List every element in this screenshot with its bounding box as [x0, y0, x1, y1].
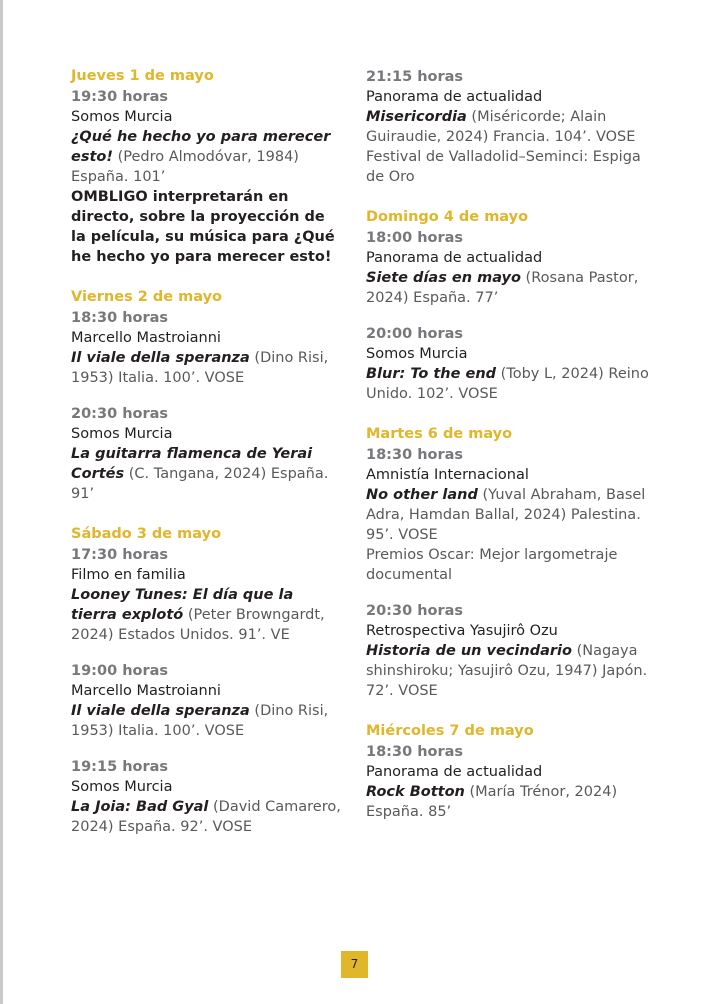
event-entry	[366, 324, 656, 404]
film-details: (Yuval Abraham, Basel Adra, Hamdan Ballal, 2024) Palestina. 95’. VOSE	[366, 487, 646, 543]
event-description	[366, 782, 656, 822]
event-time: 20:30 horas	[366, 603, 464, 619]
film-title: Blur: To the end	[366, 366, 497, 382]
event-entry	[366, 601, 656, 701]
event-series: Panorama de actualidad	[366, 89, 543, 105]
event-time: 17:30 horas	[71, 547, 169, 563]
event-series: Somos Murcia	[366, 346, 468, 362]
event-time: 19:15 horas	[71, 759, 169, 775]
schedule-column-left	[71, 66, 343, 853]
film-title: Il viale della speranza	[71, 703, 250, 719]
film-title: Historia de un vecindario	[366, 643, 572, 659]
page-edge	[0, 0, 3, 1004]
film-details: (Dino Risi, 1953) Italia. 100’. VOSE	[71, 350, 329, 386]
event-entry	[71, 661, 343, 741]
event-description	[71, 127, 343, 187]
event-series: Filmo en familia	[71, 567, 186, 583]
event-note-highlight: OMBLIGO interpretarán en directo, sobre la proyección de la película, su música para ¿Qué he hecho yo para merecer esto!	[71, 189, 335, 265]
event-description	[71, 444, 343, 504]
day-heading: Viernes 2 de mayo	[71, 289, 223, 305]
film-title: La Joia: Bad Gyal	[71, 799, 209, 815]
event-description	[366, 107, 656, 147]
film-details: (Peter Browngardt, 2024) Estados Unidos. 91’. VE	[71, 607, 325, 643]
event-description	[71, 585, 343, 645]
event-series: Marcello Mastroianni	[71, 330, 221, 346]
day-heading: Domingo 4 de mayo	[366, 209, 529, 225]
event-series: Somos Murcia	[71, 426, 173, 442]
event-description	[366, 268, 656, 308]
film-details: (Nagaya shinshiroku; Yasujirô Ozu, 1947) Japón. 72’. VOSE	[366, 643, 648, 699]
event-time: 21:15 horas	[366, 69, 464, 85]
day-heading: Jueves 1 de mayo	[71, 68, 214, 84]
event-entry	[71, 757, 343, 837]
event-entry	[71, 545, 343, 645]
event-description	[366, 364, 656, 404]
event-note: Premios Oscar: Mejor largometraje documental	[366, 547, 618, 583]
event-time: 20:00 horas	[366, 326, 464, 342]
film-title: La guitarra flamenca de Yerai Cortés	[71, 446, 313, 482]
event-description	[366, 641, 656, 701]
event-entry	[71, 404, 343, 504]
film-details: (David Camarero, 2024) España. 92’. VOSE	[71, 799, 341, 835]
film-details: (C. Tangana, 2024) España. 91’	[71, 466, 329, 502]
event-time: 18:30 horas	[366, 447, 464, 463]
film-title: Rock Botton	[366, 784, 465, 800]
event-entry	[71, 308, 343, 388]
day-heading: Miércoles 7 de mayo	[366, 723, 534, 739]
page-number: 7	[341, 951, 368, 978]
event-time: 19:30 horas	[71, 89, 169, 105]
film-title: Il viale della speranza	[71, 350, 250, 366]
event-entry	[366, 67, 656, 187]
event-series: Somos Murcia	[71, 109, 173, 125]
event-time: 18:00 horas	[366, 230, 464, 246]
event-description	[366, 485, 656, 545]
event-time: 20:30 horas	[71, 406, 169, 422]
event-series: Panorama de actualidad	[366, 764, 543, 780]
film-details: (Rosana Pastor, 2024) España. 77’	[366, 270, 639, 306]
schedule-column-right	[366, 67, 656, 838]
day-heading: Sábado 3 de mayo	[71, 526, 222, 542]
event-series: Panorama de actualidad	[366, 250, 543, 266]
film-details: (María Trénor, 2024) España. 85’	[366, 784, 618, 820]
day-heading: Martes 6 de mayo	[366, 426, 513, 442]
film-title: Siete días en mayo	[366, 270, 521, 286]
event-series: Somos Murcia	[71, 779, 173, 795]
event-entry	[71, 87, 343, 267]
event-entry	[366, 445, 656, 585]
event-time: 19:00 horas	[71, 663, 169, 679]
film-title: No other land	[366, 487, 478, 503]
event-series: Amnistía Internacional	[366, 467, 529, 483]
event-entry	[366, 228, 656, 308]
event-description	[71, 348, 343, 388]
event-series: Marcello Mastroianni	[71, 683, 221, 699]
event-description	[71, 701, 343, 741]
event-entry	[366, 742, 656, 822]
film-details: (Pedro Almodóvar, 1984) España. 101’	[71, 149, 299, 185]
event-time: 18:30 horas	[71, 310, 169, 326]
event-time: 18:30 horas	[366, 744, 464, 760]
film-title: ¿Qué he hecho yo para merecer esto!	[71, 129, 331, 165]
event-note: Festival de Valladolid–Seminci: Espiga de Oro	[366, 149, 641, 185]
film-title: Misericordia	[366, 109, 467, 125]
film-details: (Miséricorde; Alain Guiraudie, 2024) Francia. 104’. VOSE	[366, 109, 636, 145]
event-series: Retrospectiva Yasujirô Ozu	[366, 623, 558, 639]
film-title: Looney Tunes: El día que la tierra explotó	[71, 587, 294, 623]
film-details: (Dino Risi, 1953) Italia. 100’. VOSE	[71, 703, 329, 739]
event-description	[71, 797, 343, 837]
film-details: (Toby L, 2024) Reino Unido. 102’. VOSE	[366, 366, 649, 402]
